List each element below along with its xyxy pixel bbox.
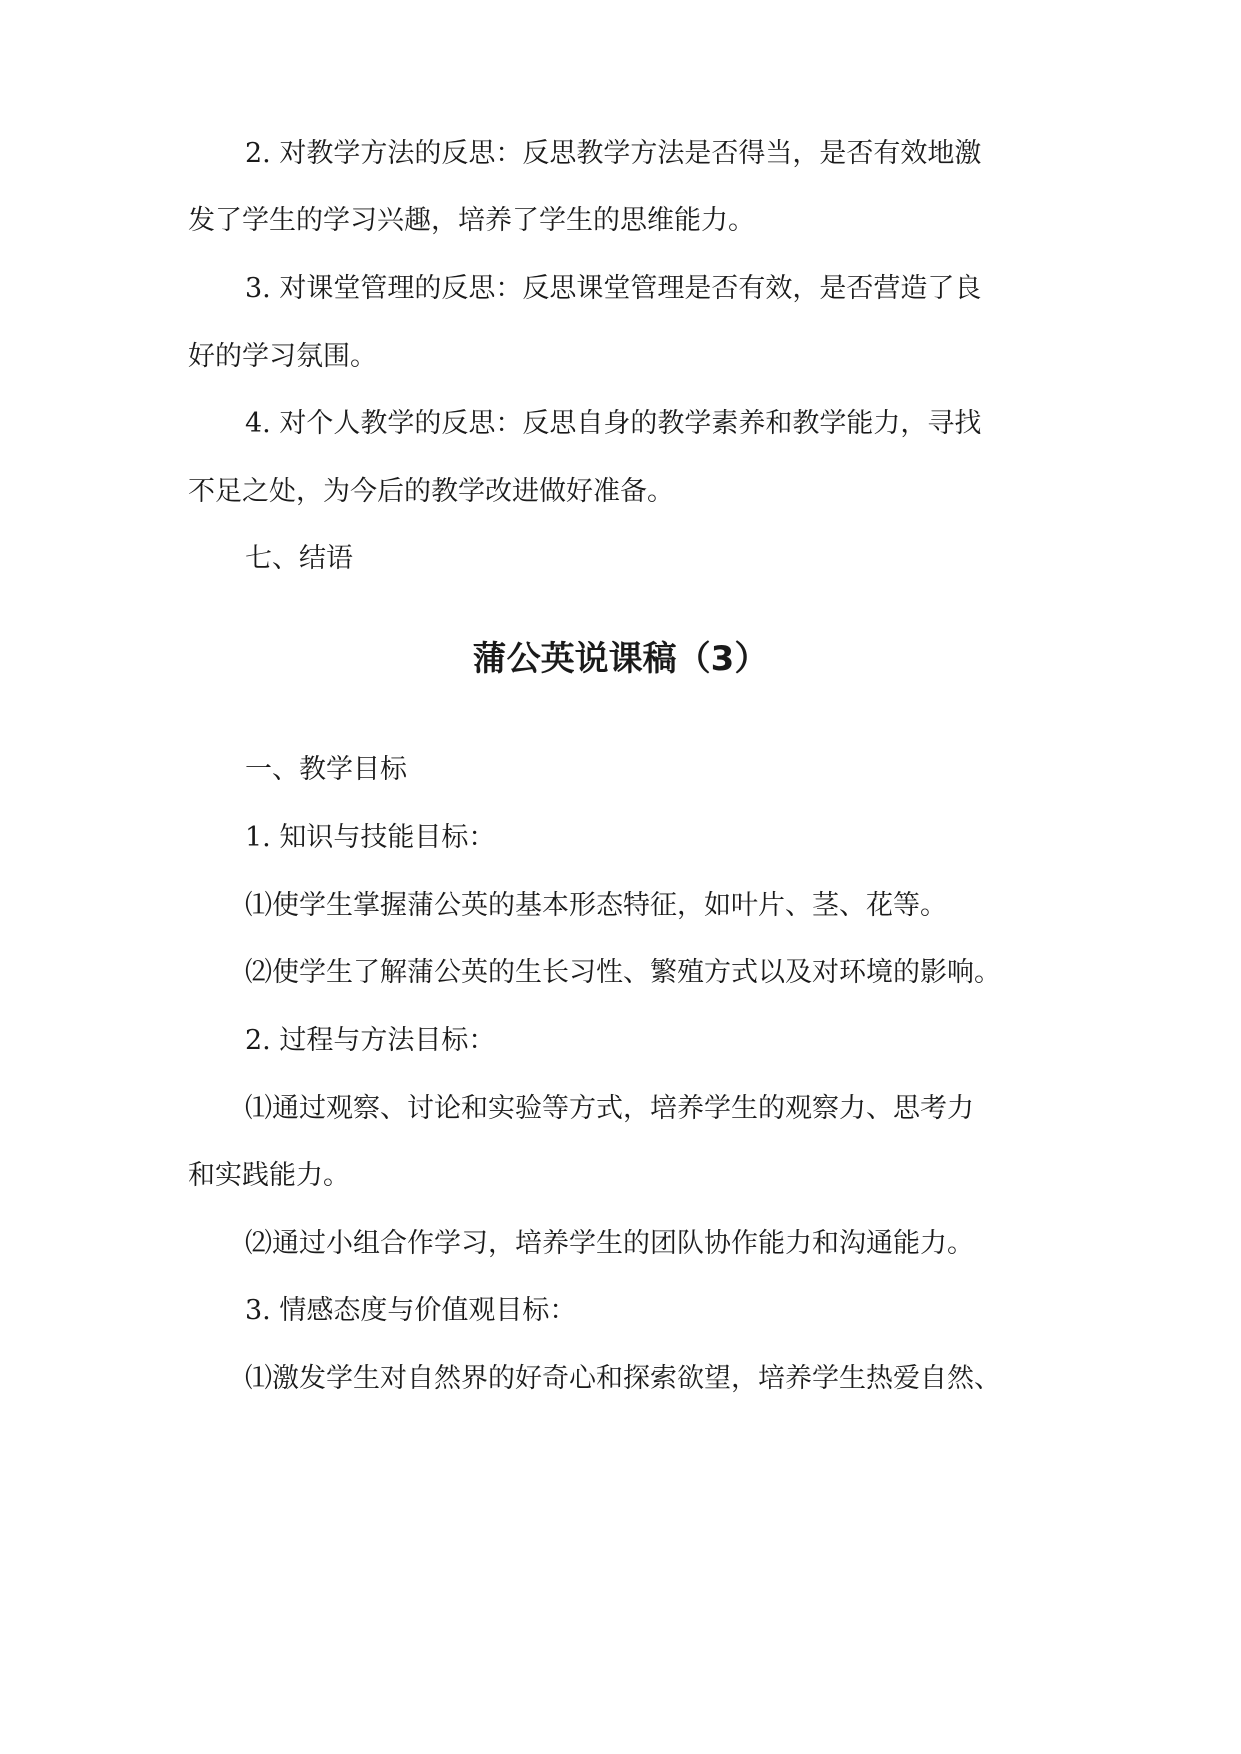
section-heading-conclusion: 七、结语 xyxy=(245,543,353,574)
knowledge-item-2: ⑵使学生了解蒲公英的生长习性、繁殖方式以及对环境的影响。 xyxy=(245,957,1001,988)
reflection-item-3-line-2: 好的学习氛围。 xyxy=(188,341,377,372)
process-item-1-line-1: ⑴通过观察、讨论和实验等方式，培养学生的观察力、思考力 xyxy=(245,1093,974,1124)
reflection-item-2-line-1: 2. 对教学方法的反思：反思教学方法是否得当，是否有效地激 xyxy=(245,138,982,169)
process-item-2: ⑵通过小组合作学习，培养学生的团队协作能力和沟通能力。 xyxy=(245,1228,974,1259)
process-item-1-line-2: 和实践能力。 xyxy=(188,1160,350,1191)
knowledge-skill-heading: 1. 知识与技能目标： xyxy=(245,822,496,853)
process-method-heading: 2. 过程与方法目标： xyxy=(245,1025,496,1056)
reflection-item-2-line-2: 发了学生的学习兴趣，培养了学生的思维能力。 xyxy=(188,205,755,236)
knowledge-item-1: ⑴使学生掌握蒲公英的基本形态特征，如叶片、茎、花等。 xyxy=(245,890,947,921)
section-heading-objectives: 一、教学目标 xyxy=(245,754,407,785)
page-title: 蒲公英说课稿（3） xyxy=(472,639,769,679)
reflection-item-4-line-1: 4. 对个人教学的反思：反思自身的教学素养和教学能力，寻找 xyxy=(245,408,982,439)
reflection-item-3-line-1: 3. 对课堂管理的反思：反思课堂管理是否有效，是否营造了良 xyxy=(245,273,982,304)
emotion-value-heading: 3. 情感态度与价值观目标： xyxy=(245,1295,577,1326)
emotion-item-1-line-1: ⑴激发学生对自然界的好奇心和探索欲望，培养学生热爱自然、 xyxy=(245,1363,1001,1394)
reflection-item-4-line-2: 不足之处，为今后的教学改进做好准备。 xyxy=(188,476,674,507)
